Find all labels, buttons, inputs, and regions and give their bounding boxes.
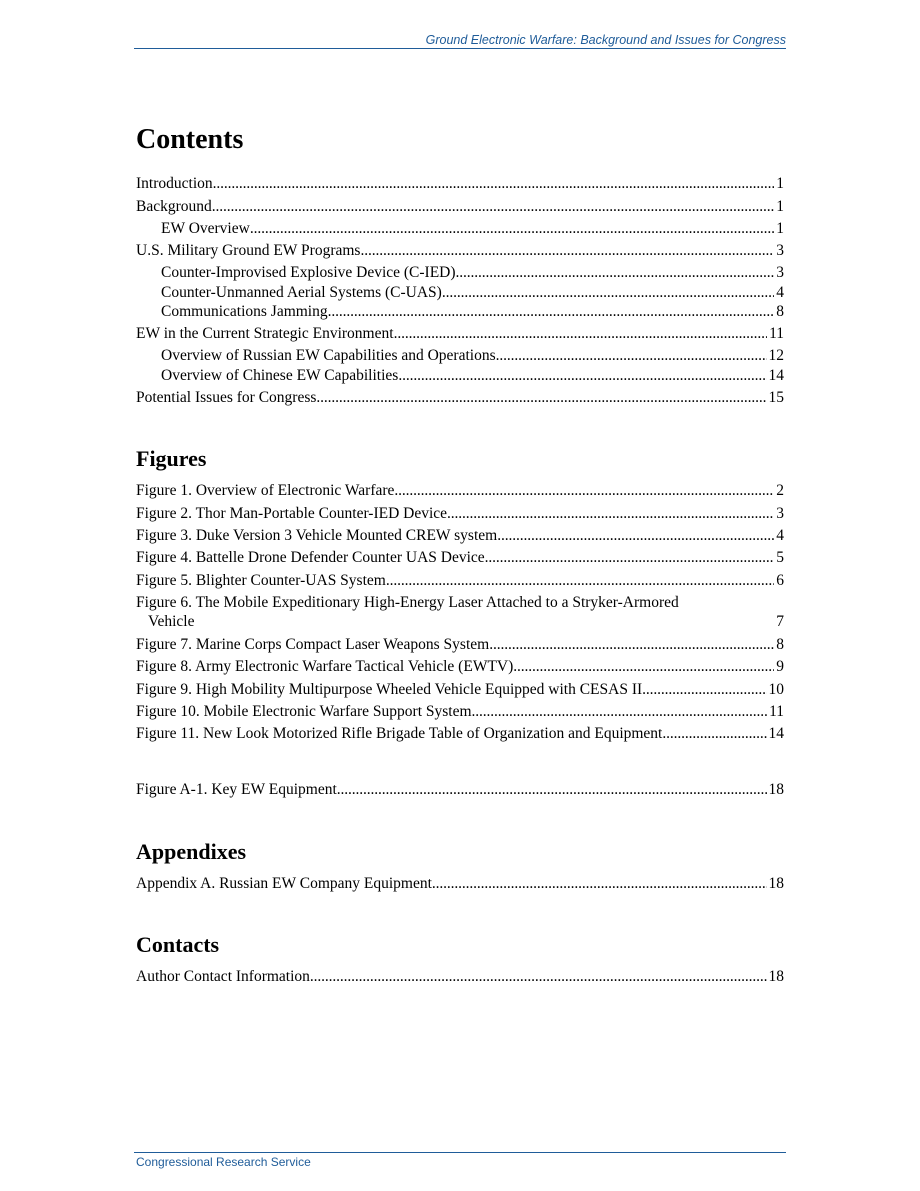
figures-heading: Figures (136, 446, 207, 471)
toc-entry[interactable]: U.S. Military Ground EW Programs . . . 3 (136, 241, 784, 260)
figure-entry[interactable]: Figure 11. New Look Motorized Rifle Brigade Table of Organization and Equipment . . . 14 (136, 724, 784, 743)
appendix-entry[interactable]: Appendix A. Russian EW Company Equipment . . . 18 (136, 874, 784, 893)
figure-entry[interactable]: Figure 2. Thor Man-Portable Counter-IED Device . . . 3 (136, 504, 784, 523)
running-header: Ground Electronic Warfare: Background and Issues for Congress (425, 33, 786, 47)
figure-entry[interactable]: Figure A-1. Key EW Equipment . . . 18 (136, 780, 784, 799)
figure-entry[interactable]: Figure 5. Blighter Counter-UAS System . . . 6 (136, 571, 784, 590)
figure-entry[interactable]: Figure 10. Mobile Electronic Warfare Support System . . . 11 (136, 702, 784, 721)
toc-entry[interactable]: EW in the Current Strategic Environment . . . 11 (136, 324, 784, 343)
footer-publisher: Congressional Research Service (136, 1155, 311, 1169)
header-rule (134, 48, 786, 49)
figure-entry[interactable]: Figure 1. Overview of Electronic Warfare . . . 2 (136, 481, 784, 500)
toc-entry[interactable]: Counter-Improvised Explosive Device (C-IED) . . . 3 (161, 263, 784, 282)
toc-entry[interactable]: Background . . . 1 (136, 197, 784, 216)
figure-entry[interactable]: Figure 7. Marine Corps Compact Laser Weapons System . . . 8 (136, 635, 784, 654)
appendixes-heading: Appendixes (136, 839, 247, 864)
toc-entry[interactable]: Overview of Russian EW Capabilities and Operations . . . 12 (161, 346, 784, 365)
toc-entry[interactable]: Counter-Unmanned Aerial Systems (C-UAS) . . . 4 (161, 283, 784, 302)
toc-entry[interactable]: Communications Jamming . . . 8 (161, 302, 784, 321)
toc-entry[interactable]: EW Overview . . . 1 (161, 219, 784, 238)
figure-entry[interactable]: Figure 8. Army Electronic Warfare Tactical Vehicle (EWTV) . . . 9 (136, 657, 784, 676)
figure-entry[interactable]: Figure 6. The Mobile Expeditionary High-Energy Laser Attached to a Stryker-Armored Vehicle 7 (136, 594, 784, 630)
contents-heading: Contents (136, 124, 244, 155)
contact-entry[interactable]: Author Contact Information . . . 18 (136, 967, 784, 986)
figure-entry[interactable]: Figure 9. High Mobility Multipurpose Wheeled Vehicle Equipped with CESAS II . . . 10 (136, 680, 784, 699)
toc-entry[interactable]: Overview of Chinese EW Capabilities . . . 14 (161, 366, 784, 385)
contacts-heading: Contacts (136, 932, 220, 957)
toc-entry[interactable]: Introduction . . . 1 (136, 174, 784, 193)
figure-entry[interactable]: Figure 4. Battelle Drone Defender Counter UAS Device . . . 5 (136, 548, 784, 567)
toc-entry[interactable]: Potential Issues for Congress . . . 15 (136, 388, 784, 407)
footer-rule (134, 1152, 786, 1153)
figure-entry[interactable]: Figure 3. Duke Version 3 Vehicle Mounted CREW system . . . 4 (136, 526, 784, 545)
